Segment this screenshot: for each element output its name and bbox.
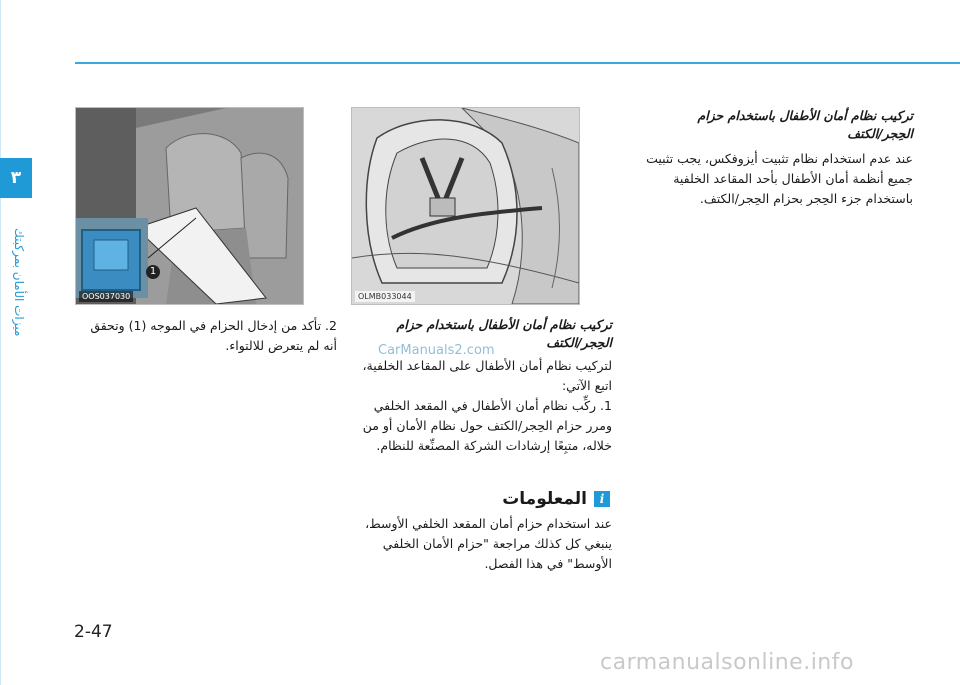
side-rule <box>0 0 1 685</box>
info-body: عند استخدام حزام أمان المقعد الخلفي الأوسط، ينبغي كل كذلك مراجعة "حزام الأمان الخلفي الأوسط" في هذا الفصل. <box>365 516 612 571</box>
page-number: 2-47 <box>74 622 113 642</box>
info-icon: i <box>594 491 610 507</box>
middle-column <box>350 316 612 456</box>
left-column <box>75 316 337 356</box>
child-seat-figure <box>351 107 580 305</box>
right-column <box>628 107 913 209</box>
intro-text: لتركيب نظام أمان الأطفال على المقاعد الخلفية، اتبع الآتي: <box>362 358 612 393</box>
section-body: عند عدم استخدام نظام تثبيت أيزوفكس، يجب تثبيت جميع أنظمة أمان الأطفال بأحد المقاعد الخلفية باستخدام جزء الحِجر بحزام الحِجر/الكتف. <box>646 151 913 206</box>
section-heading: تركيب نظام أمان الأطفال باستخدام حزام <box>697 108 913 123</box>
watermark-bottom: carmanualsonline.info <box>600 650 854 675</box>
step-2-text: 2. تأكد من إدخال الحزام في الموجه (1) وتحقق أنه لم يتعرض للالتواء. <box>90 318 337 353</box>
chapter-number-tab: ٣ <box>0 158 32 198</box>
info-header <box>496 488 610 510</box>
seat-belt-guide-figure <box>75 107 304 305</box>
chapter-title: ميزات الأمان بمركبتك <box>12 227 26 336</box>
step-1-text: 1. ركِّب نظام أمان الأطفال في المقعد الخلفي ومرر حزام الحِجر/الكتف حول نظام الأمان أو من خلاله، متبِعًا إرشادات الشركة المصنِّعة للنظام. <box>362 398 612 453</box>
section-heading: تركيب نظام أمان الأطفال باستخدام حزام <box>396 317 612 332</box>
seat-belt-guide-photo <box>76 108 303 304</box>
header-rule <box>75 62 960 64</box>
info-body-block <box>350 514 612 574</box>
section-heading-sub: الحِجر/الكتف <box>546 335 612 350</box>
figure-code: OLMB033044 <box>355 291 415 302</box>
section-heading-sub: الحِجر/الكتف <box>847 126 913 141</box>
child-seat-illustration <box>352 108 579 304</box>
watermark-mid: CarManuals2.com <box>378 343 495 358</box>
callout-marker: 1 <box>146 265 160 279</box>
info-title: المعلومات <box>502 489 587 509</box>
figure-code: OOS037030 <box>79 291 133 302</box>
